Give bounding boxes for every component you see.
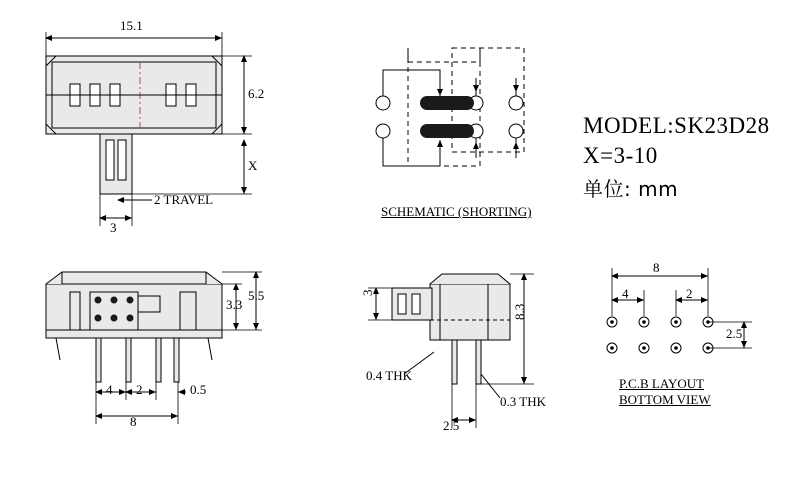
travel-label: 2 TRAVEL bbox=[154, 192, 214, 207]
top-width-dim: 15.1 bbox=[120, 18, 143, 33]
side-pin-spacing-dim: 2.5 bbox=[443, 418, 460, 433]
front-body-height-dim: 3.3 bbox=[226, 297, 243, 312]
top-height-dim: 6.2 bbox=[248, 86, 265, 101]
pcb-pitch-a-dim: 4 bbox=[622, 286, 629, 301]
front-pitch-a-dim: 4 bbox=[106, 382, 113, 397]
side-height-dim: 8.3 bbox=[512, 303, 527, 320]
front-overall-height-dim: 5.5 bbox=[248, 288, 265, 303]
schematic-geometry bbox=[376, 48, 524, 166]
pcb-row-spacing-dim: 2.5 bbox=[726, 326, 743, 341]
front-pin-width-dim: 0.5 bbox=[190, 382, 207, 397]
pcb-caption-line2: BOTTOM VIEW bbox=[619, 392, 711, 407]
pcb-caption-line1: P.C.B LAYOUT bbox=[619, 376, 705, 391]
side-body-thk-dim: 0.4 THK bbox=[366, 368, 412, 383]
units-label: 单位: mm bbox=[583, 177, 679, 201]
front-pitch-b-dim: 2 bbox=[136, 382, 143, 397]
stroke-range-label: X=3-10 bbox=[583, 143, 658, 168]
schematic-caption: SCHEMATIC (SHORTING) bbox=[381, 204, 532, 219]
model-label: MODEL:SK23D28 bbox=[583, 113, 770, 138]
actuator-width-dim: 3 bbox=[110, 220, 117, 235]
top-x-dim: X bbox=[248, 158, 258, 173]
front-view-geometry bbox=[46, 272, 265, 424]
side-pin-thk-dim: 0.3 THK bbox=[500, 394, 546, 409]
front-total-width-dim: 8 bbox=[130, 414, 137, 429]
pcb-pitch-b-dim: 2 bbox=[686, 286, 693, 301]
side-actuator-dim: 3 bbox=[360, 289, 375, 296]
pcb-total-width-dim: 8 bbox=[653, 260, 660, 275]
top-view-geometry bbox=[46, 32, 252, 226]
